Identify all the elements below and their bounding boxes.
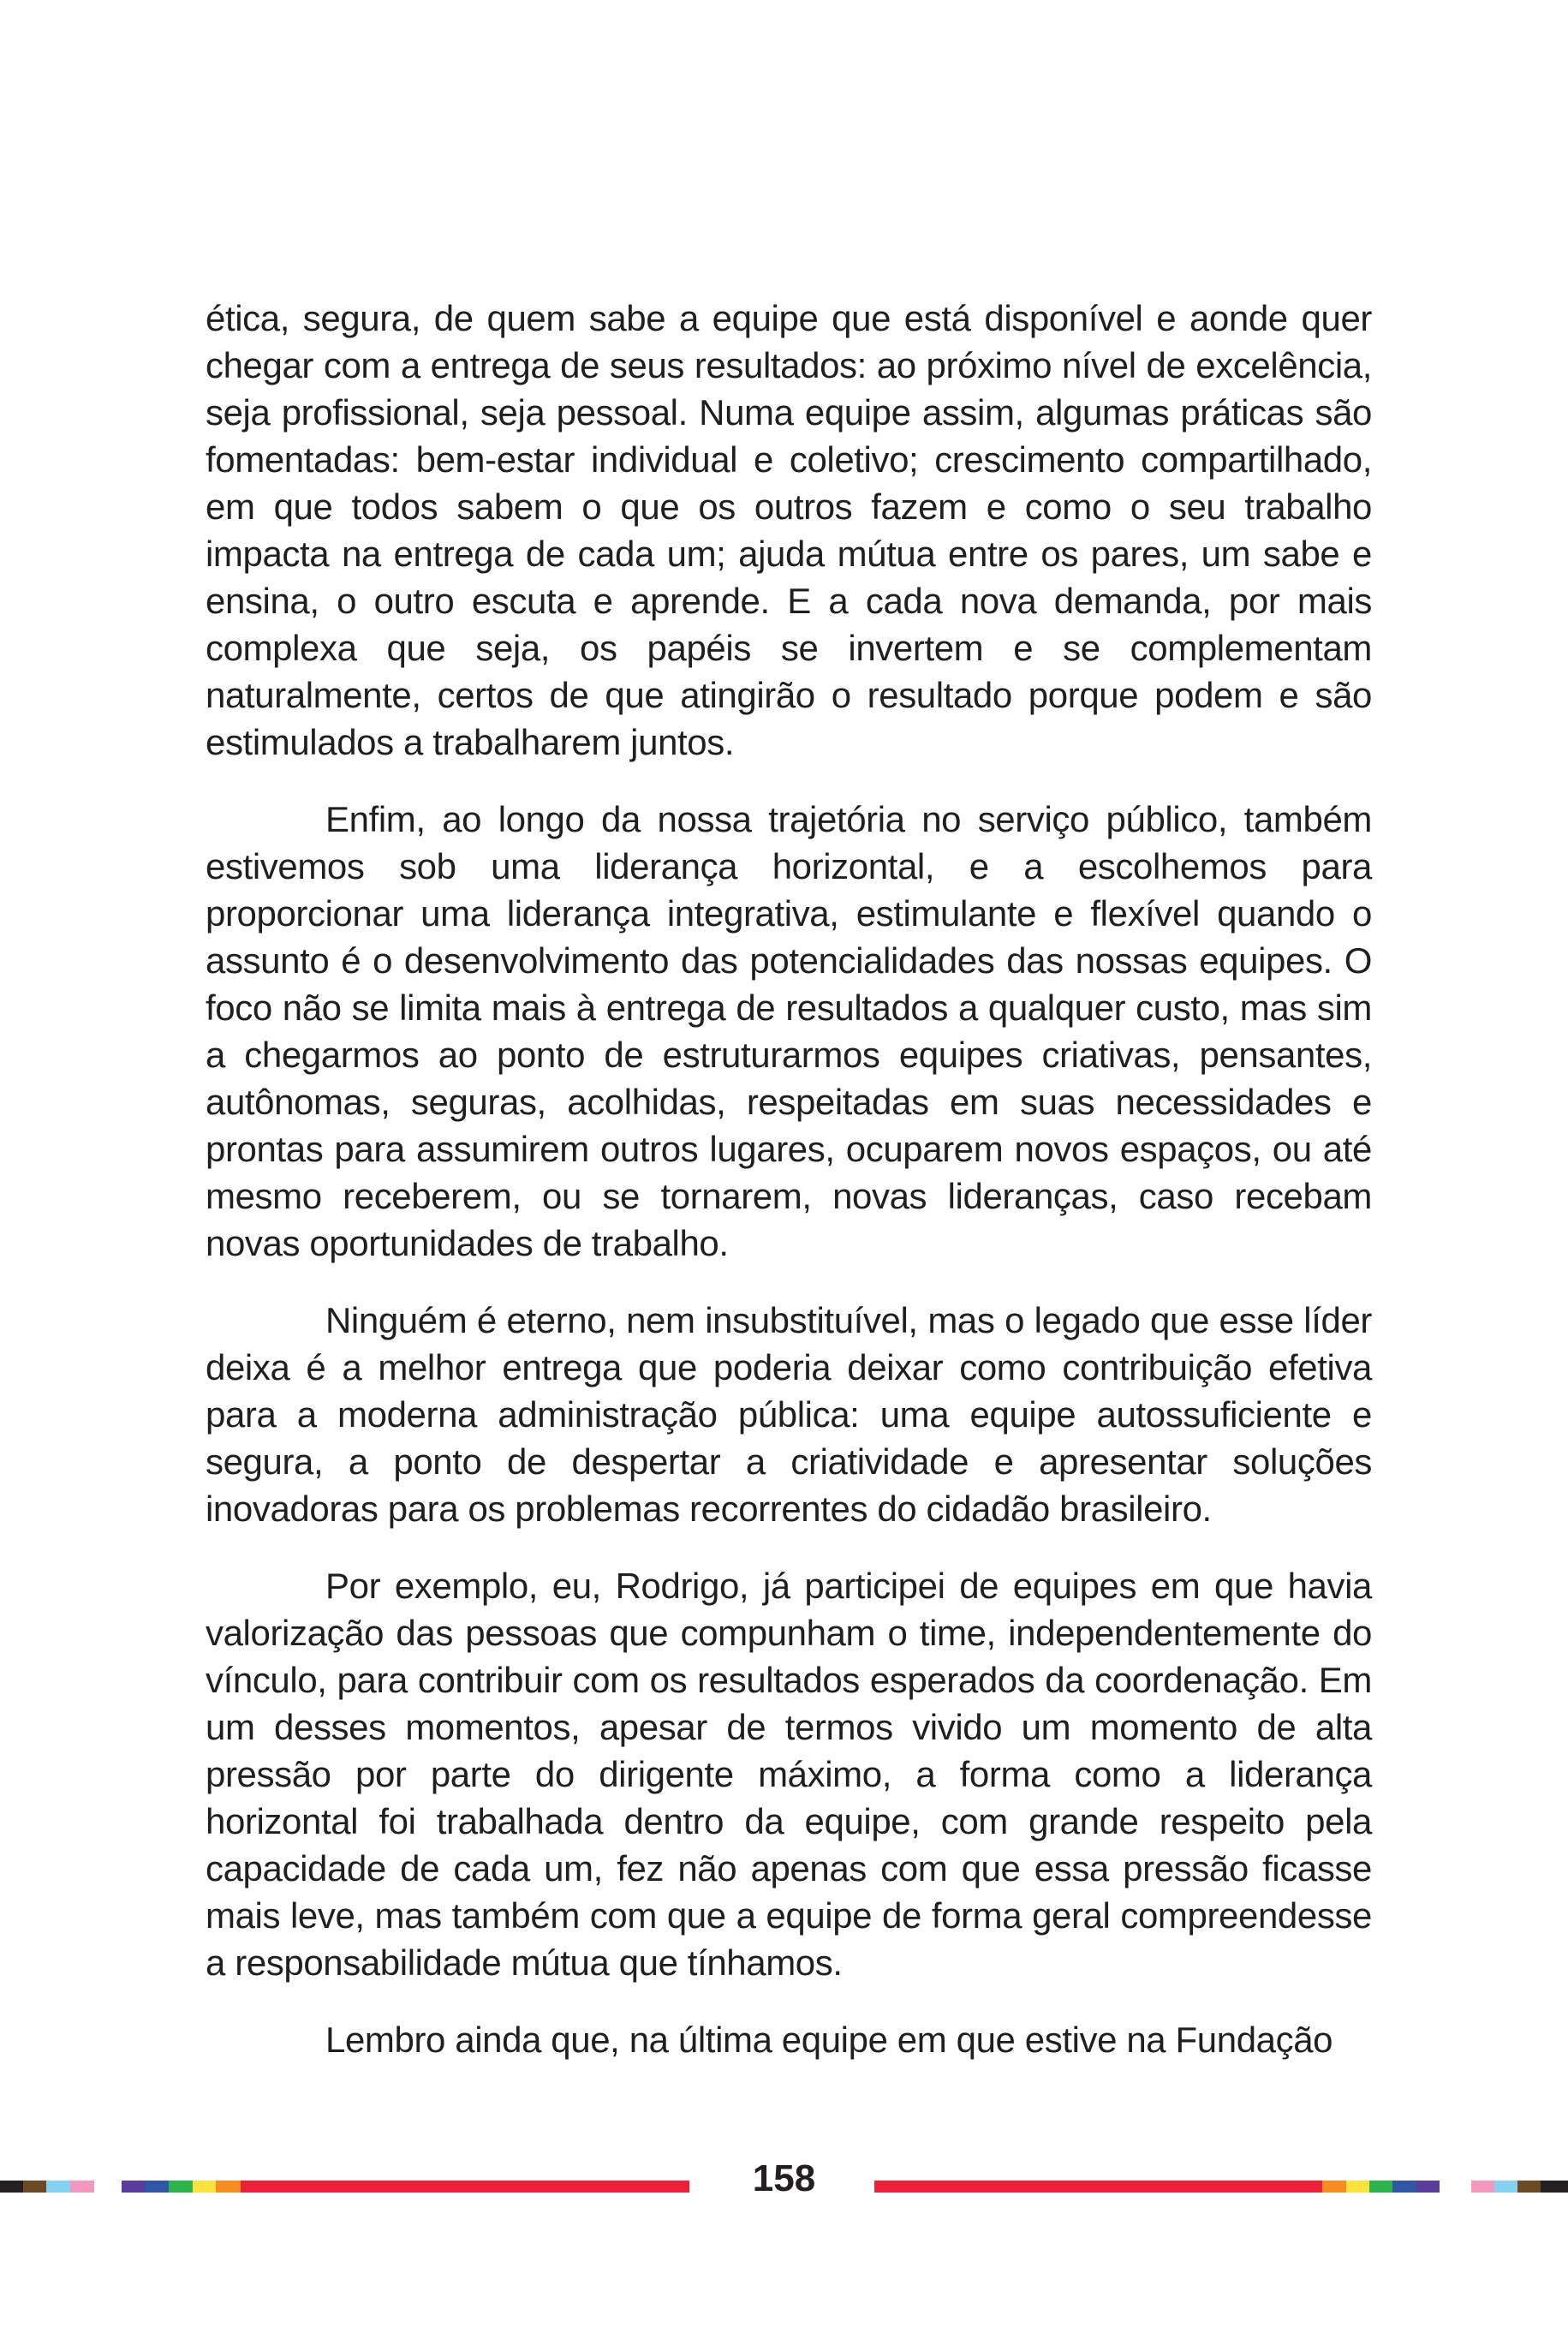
page-text [206, 295, 1372, 2063]
page-number: 158 [752, 2157, 816, 2199]
body-paragraph: Por exemplo, eu, Rodrigo, já participei de equipes em que havia valorização das pessoas que compunham o time, independentemente do vínculo, para contribuir com os resultados esperados da coordenação. Em um desses momentos, apesar de termos vivido um momento de alta pressão por parte do dirigente máximo, a forma como a liderança horizontal foi trabalhada dentro da equipe, com grande respeito pela capacidade de cada um, fez não apenas com que essa pressão ficasse mais leve, mas também com que a equipe de forma geral compreendesse a responsabilidade mútua que tínhamos. [206, 1566, 1372, 1983]
body-paragraph: Enfim, ao longo da nossa trajetória no serviço público, também estivemos sob uma liderança horizontal, e a escolhemos para proporcionar uma liderança integrativa, estimulante e flexível quando o assunto é o desenvolvimento das potencialidades das nossas equipes. O foco não se limita mais à entrega de resultados a qualquer custo, mas sim a chegarmos ao ponto de estruturarmos equipes criativas, pensantes, autônomas, seguras, acolhidas, respeitadas em suas necessidades e prontas para assumirem outros lugares, ocuparem novos espaços, ou até mesmo receberem, ou se tornarem, novas lideranças, caso recebam novas oportunidades de trabalho. [206, 799, 1372, 1263]
body-paragraph: ética, segura, de quem sabe a equipe que está disponível e aonde quer chegar com a entrega de seus resultados: ao próximo nível de excelência, seja profissional, seja pessoal. Numa equipe assim, algumas práticas são fomentadas: bem-estar individual e coletivo; crescimento compartilhado, em que todos sabem o que os outros fazem e como o seu trabalho impacta na entrega de cada um; ajuda mútua entre os pares, um sabe e ensina, o outro escuta e aprende. E a cada nova demanda, por mais complexa que seja, os papéis se invertem e se complementam naturalmente, certos de que atingirão o resultado porque podem e são estimulados a trabalharem juntos. [206, 298, 1372, 762]
body-paragraph: Ninguém é eterno, nem insubstituível, mas o legado que esse líder deixa é a melhor entrega que poderia deixar como contribuição efetiva para a moderna administração pública: uma equipe autossuficiente e segura, a ponto de despertar a criatividade e apresentar soluções inovadoras para os problemas recorrentes do cidadão brasileiro. [206, 1300, 1372, 1529]
body-paragraph: Lembro ainda que, na última equipe em que estive na Fundação [325, 2020, 1333, 2060]
